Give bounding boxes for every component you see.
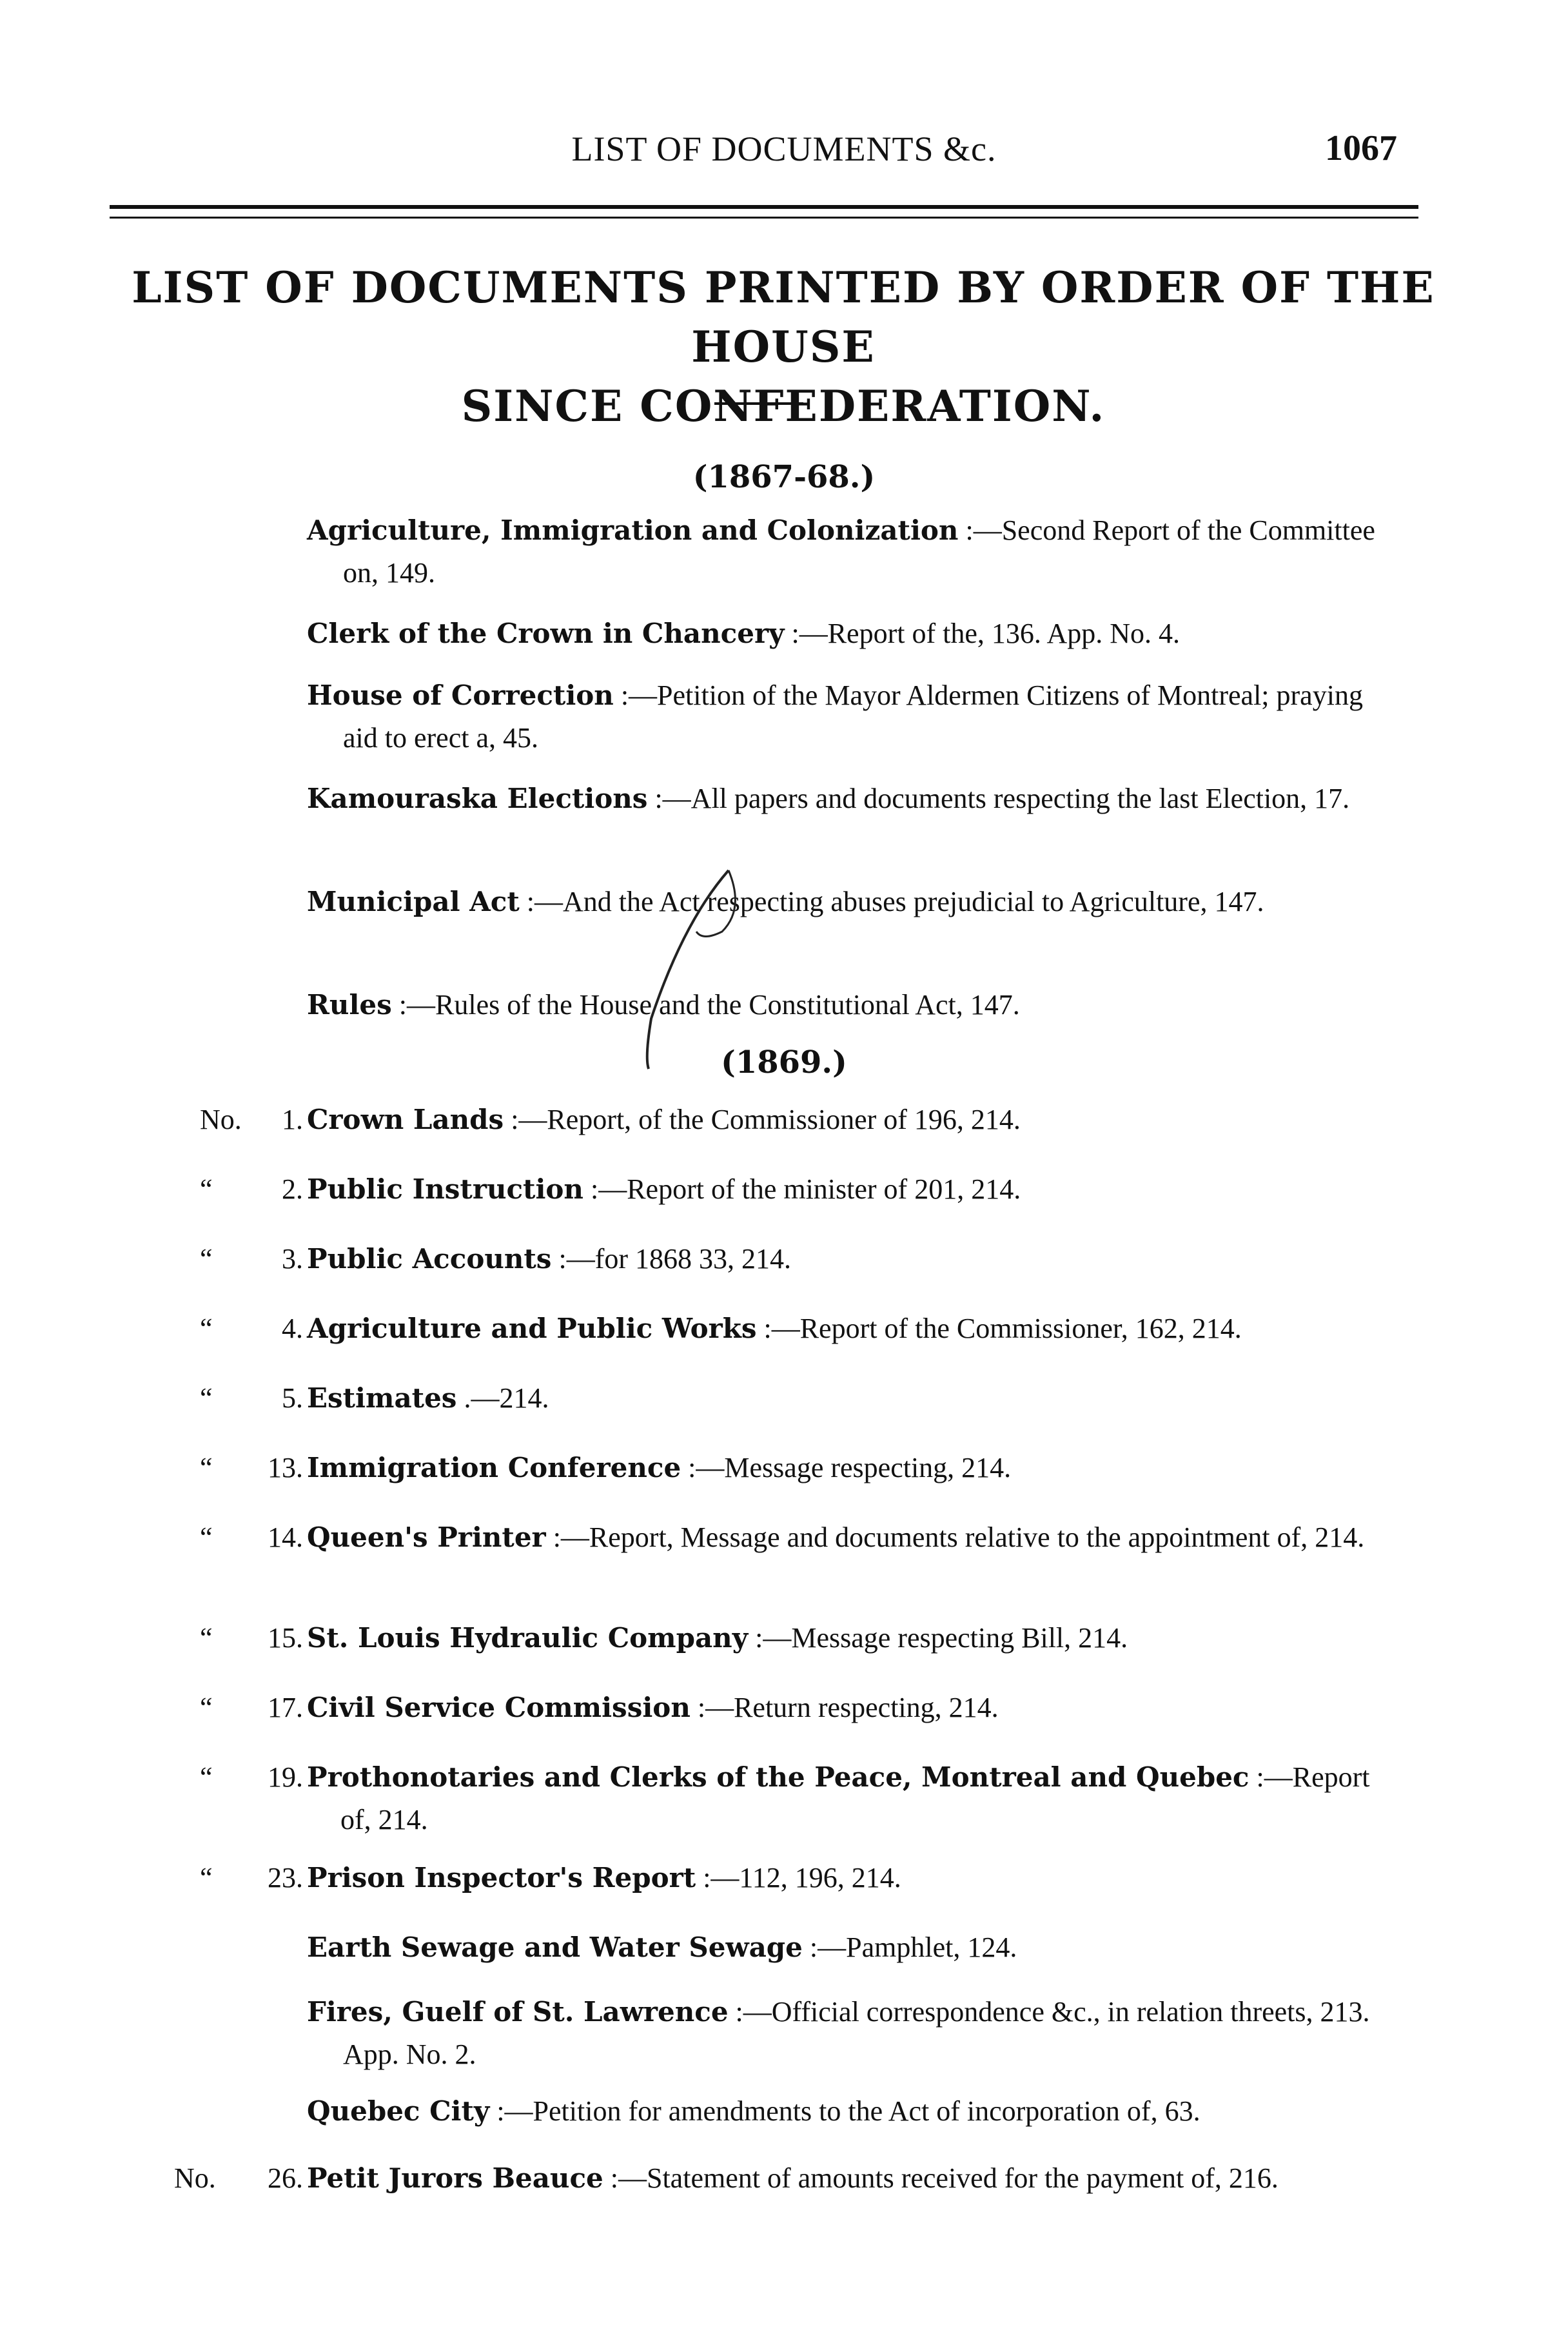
entry-heading: Kamouraska Elections (307, 783, 648, 814)
main-title-line-2: SINCE CONFEDERATION. (461, 381, 1106, 431)
entry-number: 13. (268, 1452, 303, 1483)
entry-number: 14. (268, 1521, 303, 1553)
entry-quebec-city (307, 2090, 1403, 2133)
numbered-entry (174, 1099, 1406, 1141)
handwritten-mark (632, 864, 799, 1070)
entry-number: 3. (282, 1243, 303, 1275)
entry-text: :—Report, of the Commissioner of 196, 214. (504, 1104, 1021, 1135)
section-year-1869: (1869.) (721, 1044, 847, 1081)
entry-prefix: “ (200, 1173, 213, 1205)
entry-text: .—214. (456, 1382, 549, 1414)
main-title (97, 258, 1470, 436)
numbered-entry (174, 1516, 1406, 1559)
entry-number: 2. (282, 1173, 303, 1205)
page-number: 1067 (1325, 128, 1397, 168)
entry-clerk-crown (307, 612, 1403, 655)
numbered-entry (174, 1307, 1406, 1350)
section-year-1867-68: (1867-68.) (692, 459, 876, 495)
entry-heading: Rules (307, 989, 392, 1021)
entry-heading: Prison Inspector's Report (307, 1862, 696, 1893)
entry-text: :—for 1868 33, 214. (551, 1243, 791, 1275)
entry-text: :—Message respecting Bill, 214. (748, 1622, 1128, 1654)
entry-heading: Agriculture and Public Works (307, 1313, 757, 1344)
numbered-entry (174, 1447, 1406, 1489)
entry-number: 23. (268, 1862, 303, 1893)
entry-prefix: No. (174, 2162, 216, 2194)
entry-prefix: “ (200, 1382, 213, 1414)
entry-number: 5. (282, 1382, 303, 1414)
entry-heading: Municipal Act (307, 886, 520, 917)
entry-heading: Petit Jurors Beauce (307, 2162, 603, 2194)
entry-text: :—Report, Message and documents relative to the appointment of, 214. (545, 1521, 1365, 1553)
entry-text: :—Report of the, 136. App. No. 4. (784, 618, 1180, 649)
entry-heading: Public Accounts (307, 1243, 552, 1275)
title-divider (714, 402, 803, 405)
entry-text: :—Petition for amendments to the Act of incorporation of, 63. (489, 2095, 1200, 2127)
running-title: LIST OF DOCUMENTS &c. (571, 130, 997, 168)
entry-kamouraska (307, 778, 1403, 820)
header-rule-thick (110, 205, 1418, 209)
entry-prefix: “ (200, 1862, 213, 1893)
entry-text: :—Return respecting, 214. (690, 1692, 999, 1723)
entry-heading: Agriculture, Immigration and Colonization (307, 514, 959, 546)
entry-prefix: “ (200, 1692, 213, 1723)
numbered-entry (174, 1756, 1406, 1841)
entry-text: :—Report of, 214. (340, 1761, 1370, 1835)
entry-number: 19. (268, 1761, 303, 1793)
entry-text: :—Report of the Commissioner, 162, 214. (756, 1313, 1242, 1344)
entry-number: 4. (282, 1313, 303, 1344)
entry-municipal-act (307, 881, 1403, 923)
main-title-line-1: LIST OF DOCUMENTS PRINTED BY ORDER OF THE HOUSE (132, 262, 1435, 372)
entry-heading: Fires, Guelf of St. Lawrence (307, 1996, 729, 2028)
entry-text: :—Rules of the House and the Constitutional Act, 147. (391, 989, 1020, 1021)
numbered-entry (174, 1857, 1406, 1899)
entry-earth-sewage (307, 1926, 1403, 1969)
entry-prefix: “ (200, 1313, 213, 1344)
numbered-entry (174, 1377, 1406, 1420)
entry-text: :—Petition of the Mayor Aldermen Citizens of Montreal; praying aid to erect a, 45. (343, 680, 1363, 754)
entry-prefix: “ (200, 1761, 213, 1793)
numbered-entry (174, 1168, 1406, 1211)
entry-text: :—Statement of amounts received for the payment of, 216. (603, 2162, 1279, 2194)
entry-prefix: “ (200, 1452, 213, 1483)
entry-prefix: “ (200, 1243, 213, 1275)
entry-heading: Quebec City (307, 2095, 490, 2127)
entry-heading: Prothonotaries and Clerks of the Peace, Montreal and Quebec (307, 1761, 1250, 1793)
entry-heading: Estimates (307, 1382, 457, 1414)
entry-text: :—Report of the minister of 201, 214. (583, 1173, 1021, 1205)
entry-text: :—Pamphlet, 124. (802, 1932, 1017, 1963)
entry-text: :—And the Act respecting abuses prejudicial to Agriculture, 147. (519, 886, 1264, 917)
entry-heading: Immigration Conference (307, 1452, 681, 1483)
entry-heading: House of Correction (307, 680, 614, 711)
entry-number: 26. (268, 2162, 303, 2194)
entry-number: 1. (282, 1104, 303, 1135)
entry-heading: Clerk of the Crown in Chancery (307, 618, 785, 649)
numbered-entry (174, 1687, 1406, 1729)
header-rule-thin (110, 217, 1418, 219)
entry-text: :—Second Report of the Committee on, 149. (343, 514, 1375, 589)
entry-number: 17. (268, 1692, 303, 1723)
entry-text: :—All papers and documents respecting the last Election, 17. (647, 783, 1350, 814)
entry-text: :—Message respecting, 214. (681, 1452, 1012, 1483)
entry-text: :—Official correspondence &c., in relation threets, 213. App. No. 2. (343, 1996, 1370, 2070)
entry-heading: St. Louis Hydraulic Company (307, 1622, 749, 1654)
numbered-entry (174, 1617, 1406, 1659)
entry-agriculture-immigration (307, 509, 1403, 594)
entry-heading: Public Instruction (307, 1173, 583, 1205)
numbered-entry (174, 2157, 1406, 2200)
entry-prefix: “ (200, 1622, 213, 1654)
entry-prefix: “ (200, 1521, 213, 1553)
entry-number: 15. (268, 1622, 303, 1654)
entry-house-correction (307, 674, 1403, 759)
entry-text: :—112, 196, 214. (696, 1862, 901, 1893)
entry-prefix: No. (200, 1104, 242, 1135)
entry-heading: Crown Lands (307, 1104, 504, 1135)
entry-fires-guelf (307, 1991, 1403, 2076)
numbered-entry (174, 1238, 1406, 1280)
entry-rules (307, 984, 1403, 1026)
entry-heading: Queen's Printer (307, 1521, 546, 1553)
entry-heading: Earth Sewage and Water Sewage (307, 1932, 803, 1963)
entry-heading: Civil Service Commission (307, 1692, 691, 1723)
